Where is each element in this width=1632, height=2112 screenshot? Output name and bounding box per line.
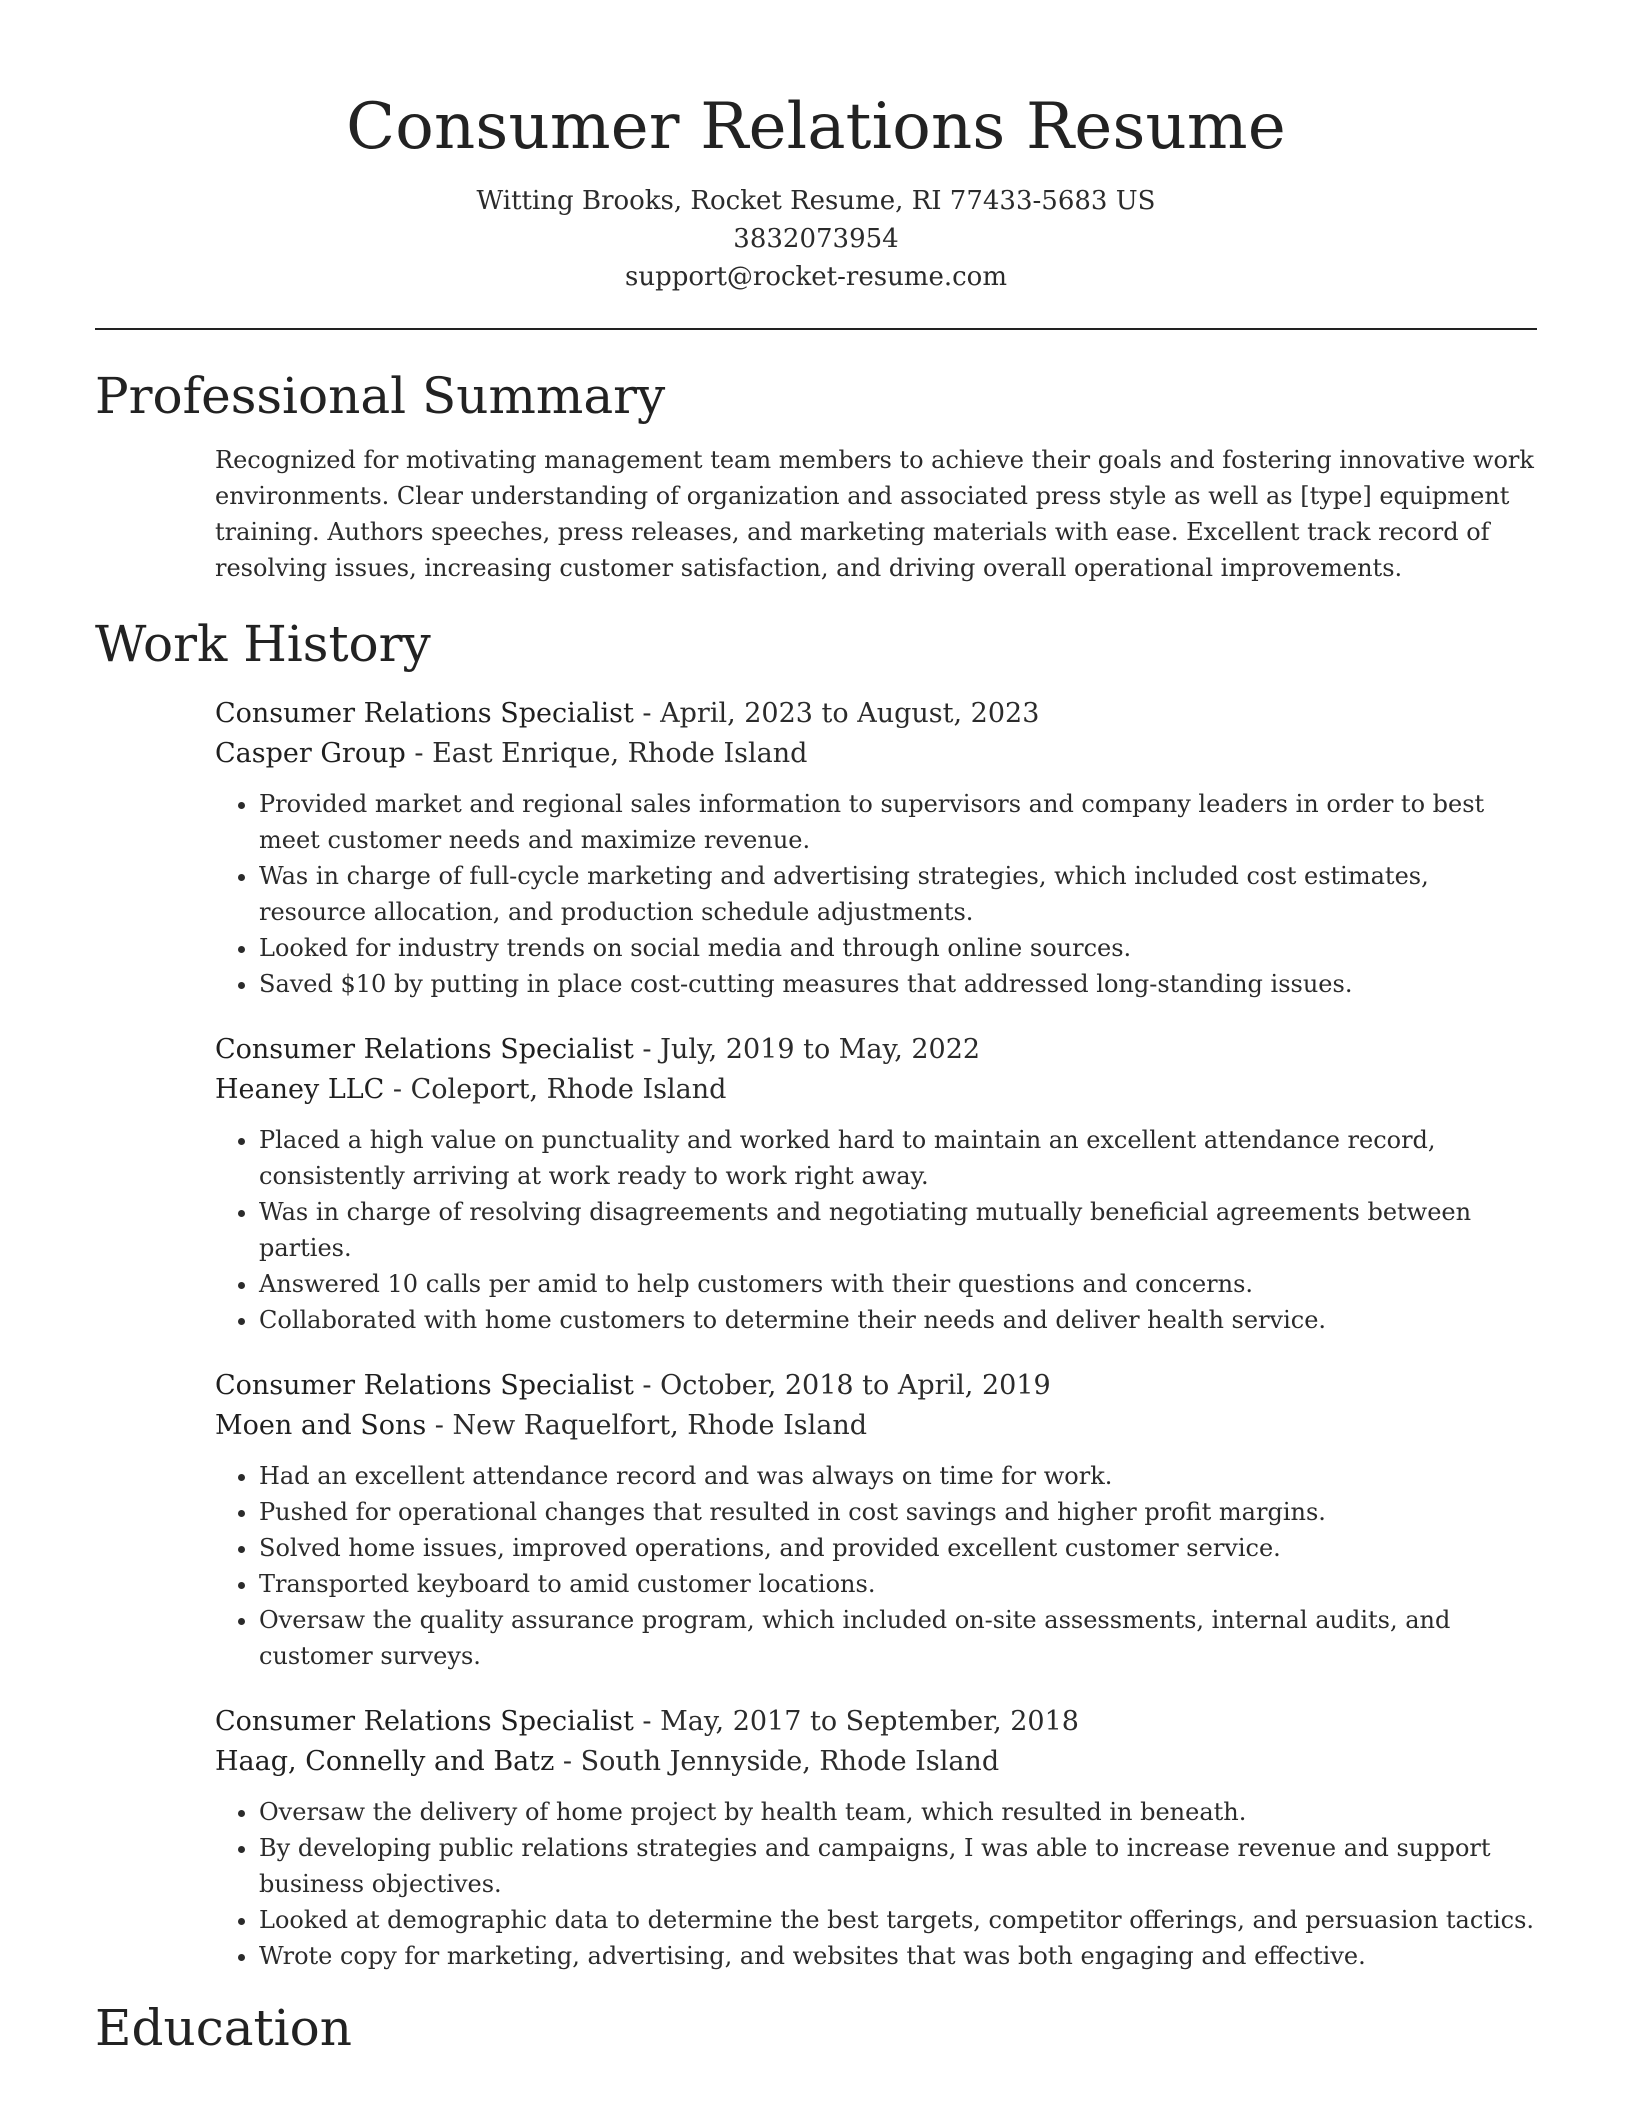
job-title: Consumer Relations Specialist: [215, 1706, 634, 1737]
job-bullet-list: [215, 1122, 1537, 1338]
job-title-line: [215, 1030, 1537, 1070]
job-separator: -: [384, 1074, 411, 1105]
contact-email: support@rocket-resume.com: [624, 262, 1007, 292]
job-company: Moen and Sons: [215, 1410, 427, 1441]
contact-address: Witting Brooks, Rocket Resume, RI 77433-5683 US: [476, 186, 1156, 216]
job-bullet-list: [215, 786, 1537, 1002]
job-bullet: • Pushed for operational changes that resulted in cost savings and higher profit margins.: [259, 1494, 1537, 1530]
job-bullet-list: [215, 1458, 1537, 1674]
job-company-line: [215, 1742, 1537, 1782]
job-dates: July, 2019 to May, 2022: [660, 1034, 981, 1065]
section-heading-education: Education: [95, 1999, 352, 2057]
job-bullet: • Oversaw the quality assurance program, which included on-site assessments, internal audits, and customer surveys.: [259, 1602, 1537, 1674]
work-history-section: [95, 612, 1537, 1974]
job-separator: -: [633, 698, 661, 729]
job-separator: -: [633, 1370, 661, 1401]
job-company-line: [215, 1406, 1537, 1446]
job-location: South Jennyside, Rhode Island: [580, 1746, 1000, 1777]
job-company-line: [215, 1070, 1537, 1110]
job-entry: [215, 1366, 1537, 1674]
professional-summary-section: [95, 364, 1537, 586]
job-bullet: • Solved home issues, improved operations, and provided excellent customer service.: [259, 1530, 1537, 1566]
job-company: Haag, Connelly and Batz: [215, 1746, 555, 1777]
contact-info: [95, 182, 1537, 296]
job-bullet: • Looked for industry trends on social media and through online sources.: [259, 930, 1537, 966]
job-bullet: • Was in charge of resolving disagreements and negotiating mutually beneficial agreements between parties.: [259, 1194, 1537, 1266]
job-bullet: • Had an excellent attendance record and was always on time for work.: [259, 1458, 1537, 1494]
job-separator: -: [633, 1706, 661, 1737]
job-bullet: • Oversaw the delivery of home project by health team, which resulted in beneath.: [259, 1794, 1537, 1830]
job-company: Casper Group: [215, 738, 406, 769]
job-company: Heaney LLC: [215, 1074, 385, 1105]
job-location: Coleport, Rhode Island: [410, 1074, 727, 1105]
job-company-line: [215, 734, 1537, 774]
job-bullet: • Saved $10 by putting in place cost-cutting measures that addressed long-standing issues.: [259, 966, 1537, 1002]
job-bullet-list: [215, 1794, 1537, 1974]
job-dates: April, 2023 to August, 2023: [660, 698, 1040, 729]
job-bullet: • Provided market and regional sales information to supervisors and company leaders in order to best meet customer needs and maximize revenue.: [259, 786, 1537, 858]
job-entry: [215, 1030, 1537, 1338]
job-separator: -: [426, 1410, 453, 1441]
job-bullet: • Collaborated with home customers to determine their needs and deliver health service.: [259, 1302, 1537, 1338]
job-bullet: • Answered 10 calls per amid to help customers with their questions and concerns.: [259, 1266, 1537, 1302]
job-separator: -: [405, 738, 433, 769]
job-location: New Raquelfort, Rhode Island: [452, 1410, 868, 1441]
job-title: Consumer Relations Specialist: [215, 1370, 634, 1401]
job-bullet: • Wrote copy for marketing, advertising, and websites that was both engaging and effective.: [259, 1938, 1537, 1974]
job-bullet: • Placed a high value on punctuality and worked hard to maintain an excellent attendance record, consistently arriving at work ready to work right away.: [259, 1122, 1537, 1194]
job-dates: October, 2018 to April, 2019: [660, 1370, 1051, 1401]
job-separator: -: [633, 1034, 661, 1065]
job-title: Consumer Relations Specialist: [215, 1034, 634, 1065]
summary-text: Recognized for motivating management team members to achieve their goals and fostering innovative work environments. Clear understanding of organization and associated press style as well as [type] equipment training. Authors speeches, press releases, and marketing materials with ease. Excellent track record of resolving issues, increasing customer satisfaction, and driving overall operational improvements.: [215, 446, 1534, 582]
job-bullet: • Transported keyboard to amid customer locations.: [259, 1566, 1537, 1602]
job-bullet: • Looked at demographic data to determine the best targets, competitor offerings, and persuasion tactics.: [259, 1902, 1537, 1938]
job-title-line: [215, 1366, 1537, 1406]
job-entry: [215, 1702, 1537, 1974]
job-dates: May, 2017 to September, 2018: [660, 1706, 1079, 1737]
contact-phone: 3832073954: [733, 224, 899, 254]
job-title: Consumer Relations Specialist: [215, 698, 634, 729]
job-title-line: [215, 694, 1537, 734]
section-heading-work-history: Work History: [95, 615, 431, 673]
job-separator: -: [554, 1746, 581, 1777]
resume-title: Consumer Relations Resume: [346, 90, 1286, 164]
section-heading-summary: Professional Summary: [95, 367, 666, 425]
job-title-line: [215, 1702, 1537, 1742]
job-entry: [215, 694, 1537, 1002]
job-bullet: • By developing public relations strategies and campaigns, I was able to increase revenue and support business objectives.: [259, 1830, 1537, 1902]
job-location: East Enrique, Rhode Island: [432, 738, 808, 769]
education-section: [95, 1996, 1537, 2060]
header-divider: [95, 328, 1537, 330]
job-bullet: • Was in charge of full-cycle marketing and advertising strategies, which included cost estimates, resource allocation, and production schedule adjustments.: [259, 858, 1537, 930]
resume-header: [95, 0, 1537, 296]
